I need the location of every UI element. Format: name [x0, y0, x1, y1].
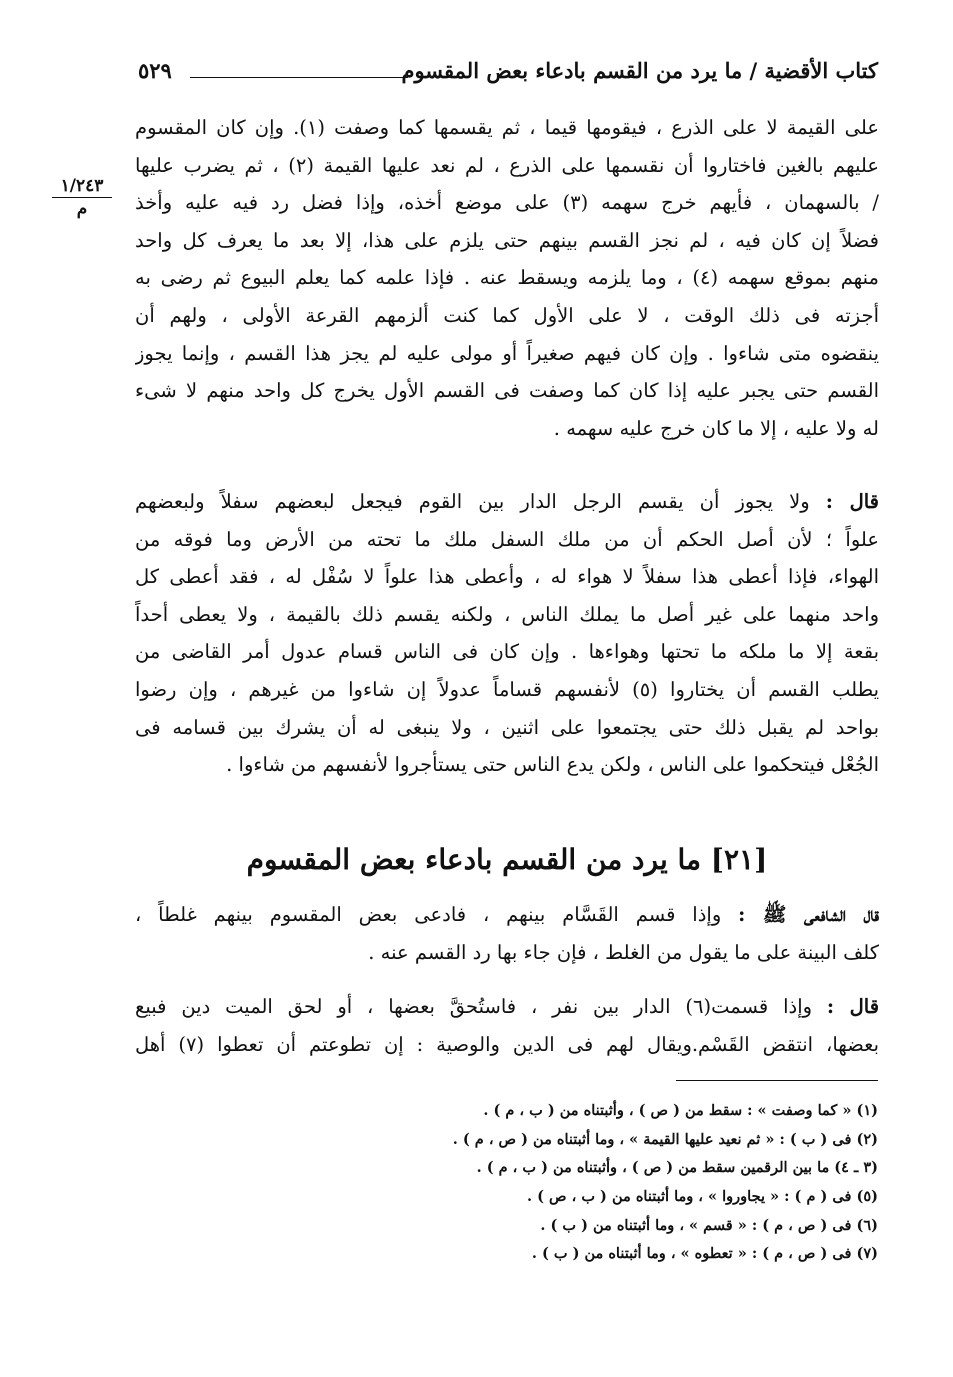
paragraph-1: [135, 109, 879, 447]
text-line: بواحد لم يقبل ذلك حتى يجتمعوا على اثنين ، ولا ينبغى له أن يشرك بين قسامه فى: [135, 715, 879, 739]
text-line: القسم حتى يجبر عليه إذا كان كما وصفت فى القسم الأول يخرج كل واحد منهم لا شىء: [135, 379, 879, 403]
margin-folio-note: [52, 176, 112, 219]
text-line: بعضها، انتقض القَسْم.ويقال لهم فى الدين والوصية : إن تطوعتم أن تعطوا (٧) أهل: [135, 1032, 879, 1056]
text-line-content: ولا يجوز أن يقسم الرجل الدار بين القوم فيجعل لبعضهم سفلاً ولبعضهم: [135, 490, 810, 513]
text-line-content: وإذا قسمت(٦) الدار بين نفر ، فاستُحقَّ بعضها ، أو لحق الميت دين فبيع: [135, 995, 813, 1018]
text-line: علواً ؛ لأن أصل الحكم أن من ملك السفل ملك ما تحته من الأرض وما فوقه من: [135, 527, 879, 551]
footnote: (١) « كما وصفت » : سقط من ( ص ) ، وأثبتناه من ( ب ، م ) .: [483, 1102, 878, 1119]
header-title: كتاب الأقضية / ما يرد من القسم بادعاء بعض المقسوم: [401, 58, 878, 83]
paragraph-4: [135, 988, 879, 1063]
footnote: (٦) فى ( ص ، م ) : « قسم » ، وما أثبتناه من ( ب ) .: [540, 1216, 878, 1234]
paragraph-2: [135, 483, 879, 784]
text-line: [135, 988, 879, 1026]
footnote: (٥) فى ( م ) : « يجاوروا » ، وما أثبتناه من ( ب ، ص ) .: [527, 1188, 878, 1206]
paragraph-3: [135, 896, 879, 971]
text-line: منهم بموقع سهمه (٤) ، وما يلزمه ويسقط عنه . فإذا علمه كما يعلم البيوع ثم رضى به: [135, 266, 879, 290]
text-line: ينقضوه متى شاءوا . وإن كان فيهم صغيراً أو مولى عليه لم يجز هذا القسم ، وإنما يجوز: [135, 341, 879, 365]
footnote: (٢) فى ( ب ) : « ثم نعيد عليها القيمة » ، وما أثبتناه من ( ص ، م ) .: [452, 1130, 878, 1148]
header-rule: [190, 77, 408, 78]
text-line: كلف البينة على ما يقول من الغلط ، فإن جاء بها رد القسم عنه .: [368, 940, 879, 964]
text-line: أجزته فى ذلك الوقت ، لا على الأول كما كنت ألزمهم القرعة الأولى ، ولهم أن: [135, 303, 879, 327]
running-header: [138, 58, 878, 94]
text-line: له ولا عليه ، إلا ما كان خرج عليه سهمه .: [553, 416, 879, 440]
footnote: (٧) فى ( ص ، م ) : « تعطوه » ، وما أثبتناه من ( ب ) .: [531, 1245, 878, 1263]
text-line: بقعة إلا ما ملكه ما تحتها وهواءها . وإن كان فى الناس قسام عدول أمر القاضى من: [135, 640, 879, 664]
footnotes: [300, 1097, 878, 1269]
footnote-separator: [676, 1080, 878, 1081]
text-line: عليهم بالغين فاختاروا أن نقسمها على الذرع ، لم نعد عليها القيمة (٢) ، ثم يضرب عليها: [135, 153, 879, 177]
text-line-content: وإذا قسم القَسَّام بينهم ، فادعى بعض المقسوم بينهم غلطاً ،: [135, 903, 722, 926]
footnote: (٣ ـ ٤) ما بين الرقمين سقط من ( ص ) ، وأثبتناه من ( ب ، م ) .: [476, 1159, 878, 1177]
section-heading: [٢١] ما يرد من القسم بادعاء بعض المقسوم: [246, 843, 768, 876]
paragraph-lead: قال :: [825, 490, 879, 513]
margin-folio-top: ١/٢٤٣: [52, 176, 112, 198]
text-line: الهواء، فإذا أعطى هذا سفلاً لا هواء له ، وأعطى هذا علواً لا سُفْل له ، فقد أعطى كل: [135, 565, 879, 589]
text-line: [135, 896, 879, 934]
text-line: واحد منهما على غير أصل ما يملك الناس ، ولكنه يقسم ذلك بالقيمة ، ولا يعطى أحداً: [135, 602, 879, 626]
text-line: على القيمة لا على الذرع ، فيقومها قيما ، ثم يقسمها كما وصفت (١). وإن كان المقسوم: [135, 116, 879, 139]
page-number: ٥٢٩: [138, 58, 172, 83]
paragraph-lead: قال الشافعى ﷺ :: [738, 903, 879, 926]
text-line: فضلاً إن كان فيه ، لم نجز القسم بينهم حتى يلزم على هذا، إلا بعد ما يعرف كل واحد: [135, 228, 879, 252]
text-line: [135, 483, 879, 521]
text-line: الجُعْل فيتحكموا على الناس ، ولكن يدع الناس حتى يستأجروا لأنفسهم من شاءوا .: [226, 753, 879, 777]
text-line: يطلب القسم أن يختاروا (٥) لأنفسهم قساماً عدولاً إن شاءوا من غيرهم ، وإن رضوا: [135, 677, 879, 701]
margin-folio-bottom: م: [76, 199, 88, 219]
paragraph-lead: قال :: [826, 995, 879, 1018]
text-line: / بالسهمان ، فأيهم خرج سهمه (٣) على موضع أخذه، وإذا فضل رد فيه عليه وأخذ: [135, 191, 879, 215]
